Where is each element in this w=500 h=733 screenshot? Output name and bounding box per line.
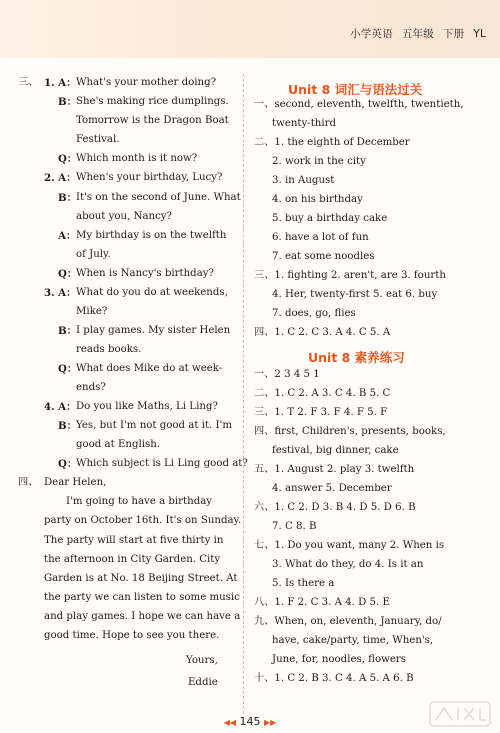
r1-line-10: 三、1. fighting 2. aren't, are 3. fourth: [254, 270, 446, 281]
d4-l3-text: good at English.: [76, 439, 161, 450]
r1-line-6: 4. on his birthday: [272, 194, 363, 205]
r2-line-9: 7. C 8. B: [272, 521, 317, 532]
page-header: [341, 26, 486, 41]
r2-line-1: 一、2 3 4 5 1: [254, 369, 320, 380]
letter-line-2: party on October 16th. It's on Sunday.: [44, 515, 242, 526]
d4-l4-text: Which subject is Li Ling good at?: [76, 458, 248, 469]
header-subject: 小学英语: [350, 28, 393, 40]
d2-l3-text: about you, Nancy?: [76, 211, 173, 222]
r1-line-9: 7. eat some noodles: [272, 251, 375, 262]
letter-greeting: Dear Helen,: [44, 477, 107, 488]
letter-line-5: Garden is at No. 18 Beijing Street. At: [44, 573, 238, 584]
d4-l1-text: Do you like Maths, Li Ling?: [76, 401, 218, 412]
r2-line-8: 六、1. C 2. D 3. B 4. D 5. D 6. B: [254, 502, 416, 513]
r2-line-11: 3. What do they, do 4. Is it an: [272, 559, 424, 570]
r2-line-15: have, cake/party, time, When's,: [272, 635, 434, 646]
letter-line-7: and play games. I hope we can have a: [44, 611, 241, 622]
section-4-number: 四、: [18, 477, 39, 488]
d1-l5-text: Which month is it now?: [76, 153, 198, 164]
r2-line-10: 七、1. Do you want, many 2. When is: [254, 540, 445, 551]
r2-line-17: 十、1. C 2. B 3. C 4. A 5. A 6. B: [254, 673, 414, 684]
column-divider: [243, 74, 244, 714]
r1-line-13: 四、1. C 2. C 3. A 4. C 5. A: [254, 327, 391, 338]
d4-l2-text: Yes, but I'm not good at it. I'm: [76, 420, 233, 431]
letter-line-3: The party will start at five thirty in: [44, 535, 224, 546]
d3-l2-text: Mike?: [76, 306, 108, 317]
d3-l1-text: What do you do at weekends,: [76, 287, 228, 298]
d4-l1-prefix: 4. A：: [44, 401, 77, 413]
r2-line-12: 5. Is there a: [272, 578, 335, 589]
page-footer: [0, 715, 500, 728]
r1-line-12: 7. does, go, flies: [272, 308, 356, 319]
unit-8-practice-title: Unit 8 素养练习: [308, 350, 405, 365]
page-number: 145: [239, 715, 261, 728]
r2-line-7: 4. answer 5. December: [272, 483, 392, 494]
r2-line-5: festival, big dinner, cake: [272, 445, 399, 456]
d3-l5-text: What does Mike do at week-: [76, 363, 223, 374]
d2-l1-prefix: 2. A：: [44, 172, 77, 184]
letter-line-1: I'm going to have a birthday: [66, 496, 213, 507]
d3-l6-text: ends?: [76, 382, 106, 393]
d2-l6-text: When is Nancy's birthday?: [76, 268, 214, 279]
r1-line-5: 3. in August: [272, 175, 335, 186]
watermark-logo-icon: [428, 698, 492, 730]
d2-l5-text: of July.: [76, 249, 111, 260]
d2-l2-text: It's on the second of June. What: [76, 192, 241, 203]
header-grade: 五年级: [401, 28, 434, 40]
r2-line-2: 二、1. C 2. A 3. C 4. B 5. C: [254, 388, 391, 399]
header-term: 下册: [442, 28, 465, 40]
r2-line-3: 三、1. T 2. F 3. F 4. F 5. F: [254, 407, 388, 418]
d2-l1-text: When's your birthday, Lucy?: [76, 172, 223, 183]
d3-l5-prefix: Q：: [58, 363, 78, 375]
letter-line-8: good time. Hope to see you there.: [44, 630, 220, 641]
r1-line-11: 4. Her, twenty-first 5. eat 6. buy: [272, 289, 438, 300]
d3-l3-text: I play games. My sister Helen: [76, 325, 231, 336]
r1-line-3: 二、1. the eighth of December: [254, 137, 410, 148]
d1-l2-text: She's making rice dumplings.: [76, 96, 229, 107]
d2-l2-prefix: B：: [58, 192, 77, 204]
r1-line-7: 5. buy a birthday cake: [272, 213, 388, 224]
r1-line-1: 一、second, eleventh, twelfth, twentieth,: [254, 99, 464, 110]
d1-l1-prefix: 1. A：: [44, 77, 77, 89]
d1-l1-text: What's your mother doing?: [76, 77, 217, 88]
d1-l2-prefix: B：: [58, 96, 77, 108]
next-arrows-icon: ▶▶: [264, 718, 277, 727]
d4-l4-prefix: Q：: [58, 458, 78, 470]
header-edition: YL: [473, 28, 486, 40]
r2-line-14: 九、When, on, eleventh, January, do/: [254, 616, 442, 627]
letter-line-4: the afternoon in City Garden. City: [44, 554, 221, 565]
d2-l6-prefix: Q：: [58, 268, 78, 280]
d1-l5-prefix: Q：: [58, 153, 78, 165]
d2-l4-text: My birthday is on the twelfth: [76, 230, 227, 241]
letter-line-6: the party we can listen to some music: [44, 592, 240, 603]
r2-line-6: 五、1. August 2. play 3. twelfth: [254, 464, 415, 475]
letter-closing: Yours,: [186, 655, 218, 666]
r2-line-4: 四、first, Children's, presents, books,: [254, 426, 446, 437]
d3-l1-prefix: 3. A：: [44, 287, 77, 299]
r1-line-2: twenty-third: [272, 118, 337, 129]
prev-arrows-icon: ◀◀: [223, 718, 236, 727]
d4-l2-prefix: B：: [58, 420, 77, 432]
r2-line-13: 八、1. F 2. C 3. A 4. D 5. E: [254, 597, 390, 608]
r1-line-4: 2. work in the city: [272, 156, 366, 167]
d1-l4-text: Festival.: [76, 134, 120, 145]
d1-l3-text: Tomorrow is the Dragon Boat: [76, 115, 229, 126]
letter-signature: Eddie: [188, 677, 218, 688]
r1-line-8: 6. have a lot of fun: [272, 232, 369, 243]
d3-l3-prefix: B：: [58, 325, 77, 337]
r2-line-16: June, for, noodles, flowers: [272, 654, 406, 665]
d2-l4-prefix: A：: [58, 230, 77, 242]
d3-l4-text: reads books.: [76, 344, 142, 355]
unit-8-vocab-title: Unit 8 词汇与语法过关: [288, 82, 423, 97]
section-3-number: 三、: [18, 77, 39, 88]
